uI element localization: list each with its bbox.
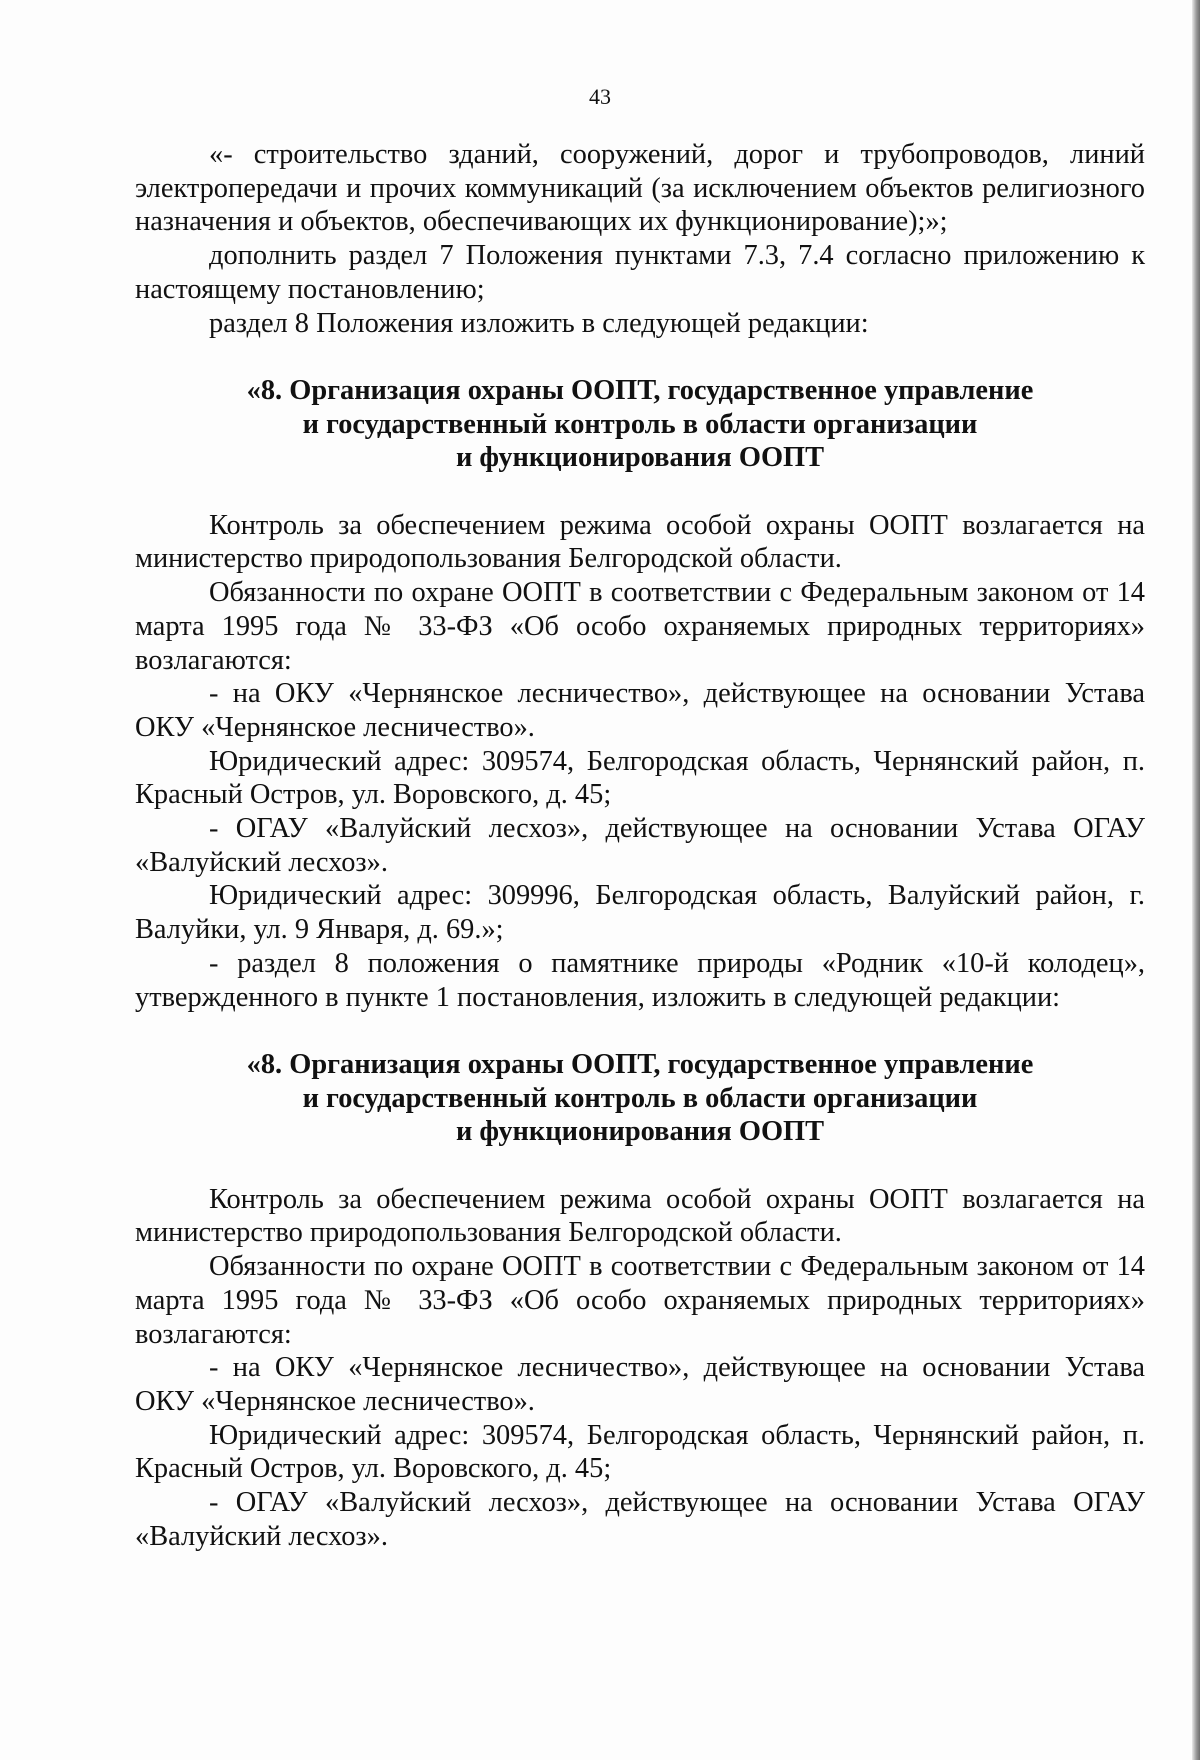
paragraph-quoted-prohibition: «- строительство зданий, сооружений, дорог и трубопроводов, линий электропередачи и прочих коммуникаций (за исключением объектов религиозного назначения и объектов, обеспечивающих их функционирование);»; (135, 139, 1145, 238)
section-heading-line: и функционирования ООПТ (455, 442, 825, 474)
section-heading-line: «8. Организация охраны ООПТ, государственное управление (246, 374, 1034, 406)
section-heading-line: и функционирования ООПТ (455, 1116, 825, 1148)
paragraph-duties: Обязанности по охране ООПТ в соответствии с Федеральным законом от 14 марта 1995 года № 33-ФЗ «Об особо охраняемых природных территориях» возлагаются: (135, 1251, 1145, 1350)
paragraph-oku-chernyanskoe: - на ОКУ «Чернянское лесничество», действующее на основании Устава ОКУ «Чернянское лесничество». (135, 1352, 1145, 1417)
document-body (135, 138, 1145, 1553)
paragraph-control: Контроль за обеспечением режима особой охраны ООПТ возлагается на министерство природопользования Белгородской области. (135, 509, 1145, 575)
section-heading-1 (135, 374, 1145, 475)
section-heading-line: «8. Организация охраны ООПТ, государственное управление (246, 1048, 1034, 1080)
scan-edge-shadow (1192, 0, 1200, 1760)
paragraph-amend-section-8: раздел 8 Положения изложить в следующей редакции: (209, 307, 869, 339)
paragraph-duties: Обязанности по охране ООПТ в соответствии с Федеральным законом от 14 марта 1995 года № 33-ФЗ «Об особо охраняемых природных территориях» возлагаются: (135, 577, 1145, 676)
paragraph-legal-address: Юридический адрес: 309574, Белгородская область, Чернянский район, п. Красный Остров, ул. Воровского, д. 45; (135, 745, 1145, 811)
paragraph-ogau-valuyskiy: - ОГАУ «Валуйский лесхоз», действующее на основании Устава ОГАУ «Валуйский лесхоз». (135, 813, 1145, 878)
section-heading-line: и государственный контроль в области организации (302, 1082, 978, 1114)
paragraph-oku-chernyanskoe: - на ОКУ «Чернянское лесничество», действующее на основании Устава ОКУ «Чернянское лесничество». (135, 678, 1145, 743)
page-number: 43 (589, 84, 611, 109)
paragraph-amend-spring-section: - раздел 8 положения о памятнике природы «Родник «10-й колодец», утвержденного в пункте 1 постановления, изложить в следующей редакции: (135, 947, 1145, 1013)
paragraph-control: Контроль за обеспечением режима особой охраны ООПТ возлагается на министерство природопользования Белгородской области. (135, 1183, 1145, 1249)
paragraph-legal-address: Юридический адрес: 309996, Белгородская область, Валуйский район, г. Валуйки, ул. 9 Января, д. 69.»; (135, 880, 1145, 946)
paragraph-legal-address: Юридический адрес: 309574, Белгородская область, Чернянский район, п. Красный Остров, ул. Воровского, д. 45; (135, 1419, 1145, 1485)
paragraph-amend-section-7: дополнить раздел 7 Положения пунктами 7.3, 7.4 согласно приложению к настоящему постановлению; (135, 240, 1145, 305)
section-heading-line: и государственный контроль в области организации (302, 408, 978, 440)
paragraph-ogau-valuyskiy: - ОГАУ «Валуйский лесхоз», действующее на основании Устава ОГАУ «Валуйский лесхоз». (135, 1487, 1145, 1552)
section-heading-2 (135, 1048, 1145, 1149)
